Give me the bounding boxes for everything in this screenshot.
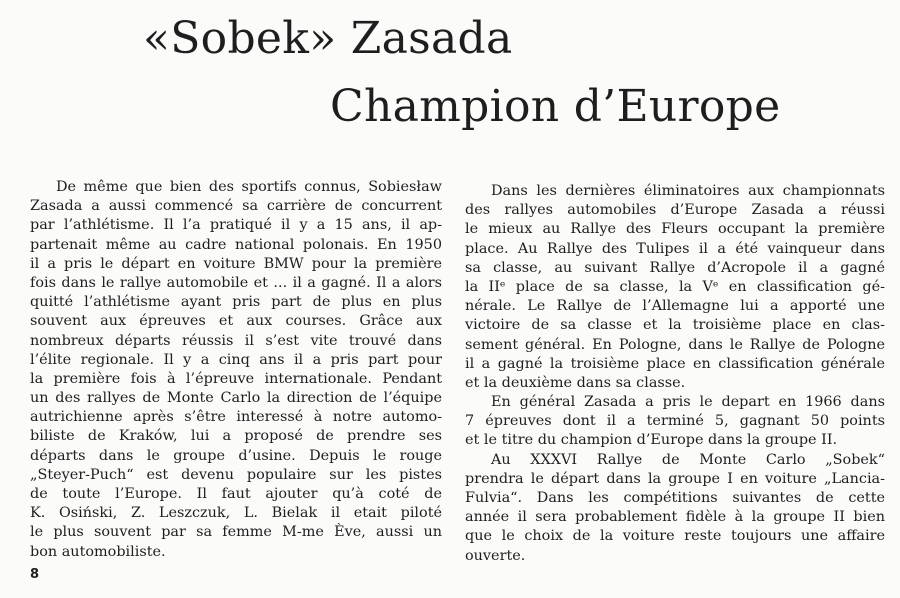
text-line: année il sera probablement fidèle à la groupe II bien xyxy=(465,509,885,526)
text-line: par l’athlétisme. Il l’a pratiqué il y a 15 ans, il ap- xyxy=(30,217,442,234)
text-line: sement général. En Pologne, dans le Rallye de Pologne xyxy=(465,336,885,353)
text-line: De même que bien des sportifs connus, Sobiesław xyxy=(56,179,442,195)
text-line: il a gagné la troisième place en classification générale xyxy=(465,355,885,372)
text-line: départs dans le groupe d’usine. Depuis le rouge xyxy=(30,447,442,464)
article-title-line-1: «Sobek» Zasada xyxy=(143,13,513,64)
text-line: Dans les dernières éliminatoires aux championnats xyxy=(491,183,885,199)
left-column xyxy=(30,178,442,562)
text-line: partenait même au cadre national polonais. En 1950 xyxy=(30,236,442,253)
text-line: et la deuxième dans sa classe. xyxy=(465,374,686,391)
text-line: „Steyer-Puch“ est devenu populaire sur les pistes xyxy=(30,466,442,483)
text-line: la première fois à l’épreuve internationale. Pendant xyxy=(30,370,442,387)
text-line: sa classe, au suivant Rallye d’Acropole il a gagné xyxy=(465,259,885,276)
text-line: de toute l’Europe. Il faut ajouter qu’à coté de xyxy=(30,486,442,502)
text-line: le mieux au Rallye des Fleurs occupant la première xyxy=(465,221,885,238)
text-line: quitté l’athlétisme ayant pris part de plus en plus xyxy=(30,294,442,311)
text-line: nérale. Le Rallye de l’Allemagne lui a apporté une xyxy=(465,298,885,315)
text-line: il a pris le départ en voiture BMW pour la première xyxy=(30,255,442,272)
text-line: En général Zasada a pris le depart en 1966 dans xyxy=(491,394,885,411)
text-line: un des rallyes de Monte Carlo la direction de l’équipe xyxy=(30,390,442,407)
text-line: 7 épreuves dont il a terminé 5, gagnant 50 points xyxy=(465,413,885,430)
right-column xyxy=(465,182,885,566)
text-line: Fulvia“. Dans les compétitions suivantes de cette xyxy=(465,490,885,506)
text-line: victoire de sa classe et la troisième place en clas- xyxy=(465,317,885,334)
text-line: et le titre du champion d’Europe dans la groupe II. xyxy=(465,432,838,449)
text-line: ouverte. xyxy=(465,547,526,564)
text-line: autrichienne après s’être interessé à notre automo- xyxy=(30,409,442,426)
text-line: bon automobiliste. xyxy=(30,543,166,560)
text-line: la IIᵉ place de sa classe, la Vᵉ en classification gé- xyxy=(465,278,885,295)
text-line: souvent aux épreuves et aux courses. Grâce aux xyxy=(30,313,442,330)
text-line: K. Osiński, Z. Leszczuk, L. Bielak il etait piloté xyxy=(30,505,442,522)
text-line: nombreux départs réussis il s’est vite trouvé dans xyxy=(30,332,442,349)
text-line: biliste de Kraków, lui a proposé de prendre ses xyxy=(30,428,442,445)
article-title-line-2: Champion d’Europe xyxy=(330,81,781,132)
page-number: 8 xyxy=(30,567,40,582)
text-line: l’élite regionale. Il y a cinq ans il a pris part pour xyxy=(30,351,442,368)
text-line: que le choix de la voiture reste toujours une affaire xyxy=(465,528,885,545)
text-line: fois dans le rallye automobile et ... il a gagné. Il a alors xyxy=(30,274,442,291)
text-line: des rallyes automobiles d’Europe Zasada a réussi xyxy=(465,202,885,219)
text-line: le plus souvent par sa femme M-me Ève, aussi un xyxy=(30,524,442,541)
text-line: Au XXXVI Rallye de Monte Carlo „Sobek“ xyxy=(491,451,885,468)
text-line: Zasada a aussi commencé sa carrière de concurrent xyxy=(30,198,442,215)
text-line: prendra le départ dans la groupe I en voiture „Lancia- xyxy=(465,470,885,487)
text-line: place. Au Rallye des Tulipes il a été vainqueur dans xyxy=(465,240,885,257)
